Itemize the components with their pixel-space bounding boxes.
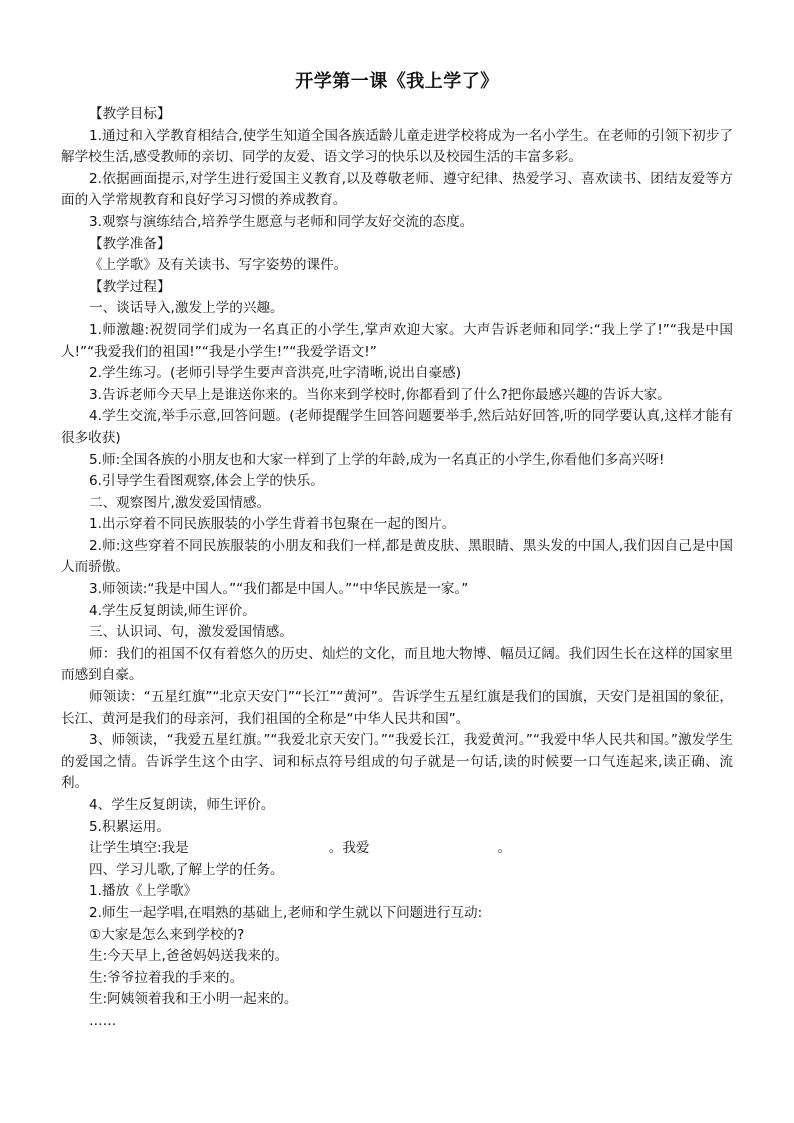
paragraph: 4.学生交流,举手示意,回答问题。(老师提醒学生回答问题要举手,然后站好回答,听的同学要认真,这样才能有很多收获) bbox=[61, 408, 733, 446]
paragraph: 生:爷爷拉着我的手来的。 bbox=[89, 969, 244, 986]
ellipsis: …… bbox=[89, 1012, 117, 1029]
paragraph: 3.告诉老师今天早上是谁送你来的。当你来到学校时,你都看到了什么?把你最感兴趣的告诉大家。 bbox=[89, 386, 671, 403]
section-heading-objectives: 【教学目标】 bbox=[89, 106, 171, 122]
paragraph: 3.师领读:“我是中国人。”“我们都是中国人。”“中华民族是一家。” bbox=[89, 581, 469, 598]
paragraph: 2.学生练习。(老师引导学生要声音洪亮,吐字清晰,说出自豪感) bbox=[89, 365, 462, 382]
subsection-heading: 一、谈话导入,激发上学的兴趣。 bbox=[89, 300, 284, 317]
paragraph: 2.师:这些穿着不同民族服装的小朋友和我们一样,都是黄皮肤、黑眼睛、黑头发的中国人,我们因自己是中国人而骄傲。 bbox=[61, 537, 733, 576]
paragraph: 师：我们的祖国不仅有着悠久的历史、灿烂的文化，而且地大物博、幅员辽阔。我们因生长在这样的国家里而感到自豪。 bbox=[61, 645, 733, 684]
paragraph: 《上学歌》及有关读书、写字姿势的课件。 bbox=[89, 257, 348, 274]
paragraph: 2.师生一起学唱,在唱熟的基础上,老师和学生就以下问题进行互动: bbox=[89, 904, 483, 921]
paragraph: 师领读：“五星红旗”“北京天安门”“长江”“黄河”。告诉学生五星红旗是我们的国旗，天安门是祖国的象征，长江、黄河是我们的母亲河，我们祖国的全称是“中华人民共和国”。 bbox=[61, 689, 733, 727]
paragraph: 3.观察与演练结合,培养学生愿意与老师和同学友好交流的态度。 bbox=[89, 213, 474, 230]
fill-text-3: 。 bbox=[497, 840, 512, 857]
paragraph: 5.积累运用。 bbox=[89, 818, 170, 835]
paragraph: 6.引导学生看图观察,体会上学的快乐。 bbox=[89, 473, 324, 490]
paragraph: 2.依据画面提示,对学生进行爱国主义教育,以及尊敬老师、遵守纪律、热爱学习、喜欢读书、团结友爱等方面的入学常规教育和良好学习习惯的养成教育。 bbox=[61, 170, 733, 209]
document-title: 开学第一课《我上学了》 bbox=[295, 71, 499, 92]
document-body bbox=[61, 104, 733, 1033]
section-heading-process: 【教学过程】 bbox=[89, 278, 171, 295]
fill-in-blank-line bbox=[61, 838, 733, 860]
subsection-heading: 二、观察图片,激发爱国情感。 bbox=[89, 494, 271, 511]
paragraph: 1.师激趣:祝贺同学们成为一名真正的小学生,掌声欢迎大家。大声告诉老师和同学:“我上学了!”“我是中国人!”“我爱我们的祖国!”“我是小学生!”“我爱学语文!” bbox=[61, 321, 733, 360]
fill-text-2: 。我爱 bbox=[328, 840, 370, 857]
subsection-heading: 四、学习儿歌,了解上学的任务。 bbox=[89, 861, 284, 878]
paragraph: 5.师:全国各族的小朋友也和大家一样到了上学的年龄,成为一名真正的小学生,你看他们多高兴呀! bbox=[89, 451, 665, 468]
paragraph: 1.播放《上学歌》 bbox=[89, 883, 198, 900]
paragraph: 3、师领读，“我爱五星红旗。”“我爱北京天安门。”“我爱长江，我爱黄河。”“我爱中华人民共和国。”激发学生的爱国之情。告诉学生这个由字、词和标点符号组成的句子就是一句话,读的时候要一口气连起来,读正确、流利。 bbox=[61, 732, 733, 792]
paragraph: ①大家是怎么来到学校的? bbox=[89, 926, 245, 943]
paragraph: 生:阿姨领着我和王小明一起来的。 bbox=[89, 991, 298, 1008]
paragraph: 生:今天早上,爸爸妈妈送我来的。 bbox=[89, 948, 289, 965]
paragraph: 4、学生反复朗读，师生评价。 bbox=[89, 797, 275, 813]
subsection-heading: 三、认识词、句，激发爱国情感。 bbox=[89, 624, 293, 641]
paragraph: 1.出示穿着不同民族服装的小学生背着书包聚在一起的图片。 bbox=[89, 516, 456, 533]
paragraph: 4.学生反复朗读,师生评价。 bbox=[89, 602, 256, 619]
fill-text-1: 让学生填空:我是 bbox=[89, 840, 189, 857]
paragraph: 1.通过和入学教育相结合,使学生知道全国各族适龄儿童走进学校将成为一名小学生。在老师的引领下初步了解学校生活,感受教师的亲切、同学的友爱、语文学习的快乐以及校园生活的丰富多彩。 bbox=[61, 127, 733, 166]
section-heading-preparation: 【教学准备】 bbox=[89, 235, 171, 252]
